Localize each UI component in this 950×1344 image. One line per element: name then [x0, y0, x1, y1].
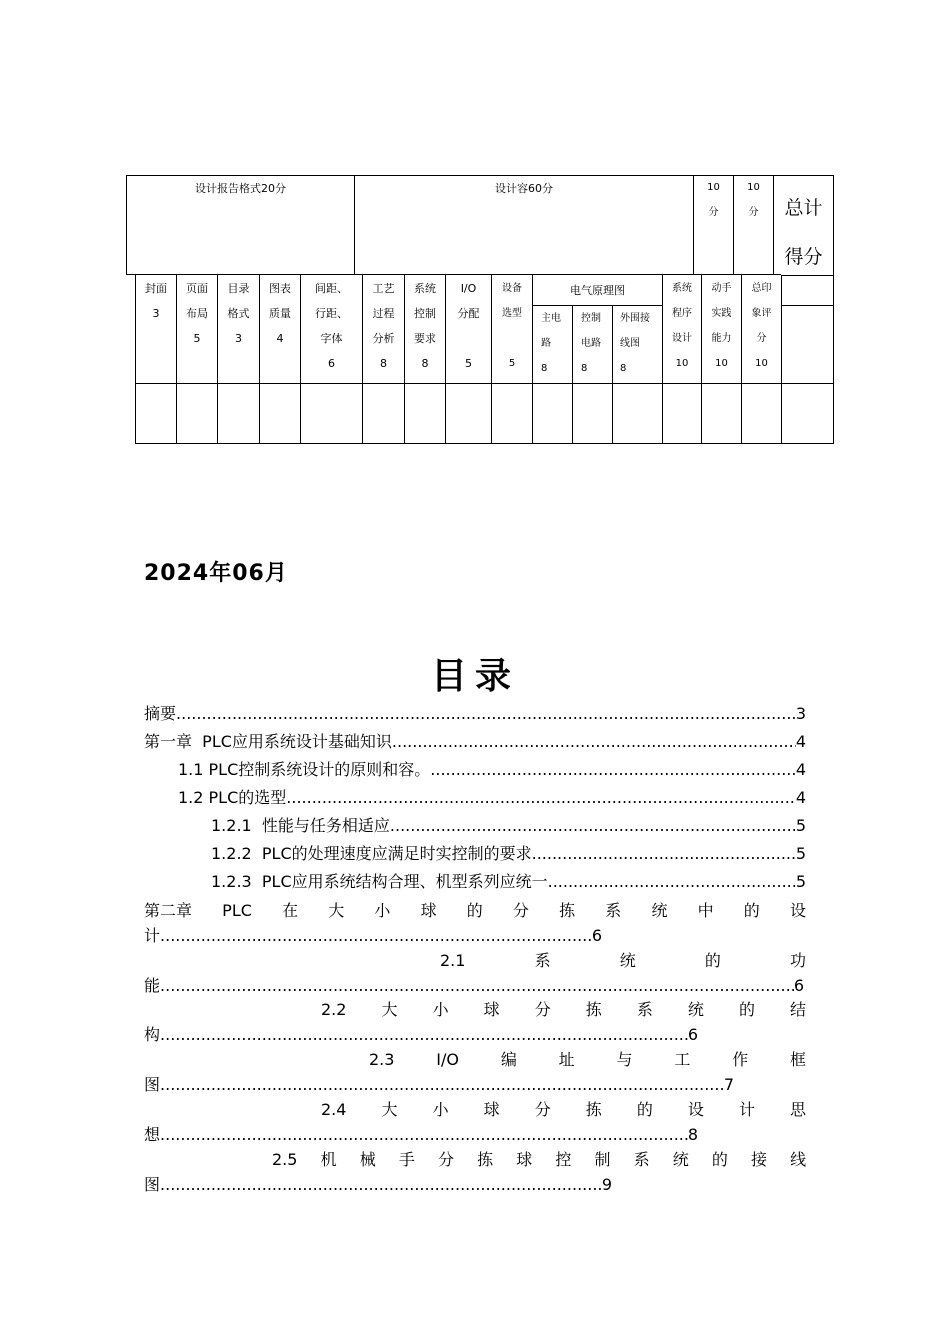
col-program-design: 系统 程序 设计 10	[672, 283, 692, 369]
col-practical-ability: 动手 实践 能力 10	[711, 283, 732, 369]
col-cover: 封面 3	[145, 282, 167, 320]
toc-entry[interactable]	[211, 842, 806, 866]
toc-entry-page: 6	[591, 926, 602, 945]
toc-entry-page: 5	[795, 844, 806, 863]
toc-title: 目录	[430, 656, 519, 697]
toc-entry-page: 5	[795, 816, 806, 835]
toc-entry-label: 1.2.3 PLC应用系统结构合理、机型系列应统一	[211, 872, 548, 891]
toc-entry-continuation: 图 ..... 7	[144, 1073, 734, 1097]
electrical-diagram-header: 电气原理图	[570, 284, 625, 297]
ten-points-b: 10 分	[747, 182, 760, 218]
toc-entry-label: 第一章 PLC应用系统设计基础知识	[144, 732, 392, 751]
toc-entry-page: 3	[795, 704, 806, 723]
toc-entry[interactable]	[144, 730, 806, 754]
col-main-circuit: 主电 路 8	[541, 313, 561, 374]
toc-entry[interactable]	[211, 870, 806, 894]
toc-entry-page: 8	[687, 1125, 698, 1144]
col-control-requirements: 系统 控制 要求 8	[414, 282, 436, 370]
toc-entry-words: 2.2 大 小 球 分 拣 系 统 的 结	[321, 1000, 807, 1019]
toc-entry-page: 6	[793, 976, 804, 995]
ten-points-a: 10 分	[707, 182, 720, 218]
col-toc-format: 目录 格式 3	[227, 282, 250, 345]
format-group-header: 设计报告格式20分	[195, 182, 286, 195]
col-process-analysis: 工艺 过程 分析 8	[372, 282, 395, 370]
toc-entry-label: 1.2.1 性能与任务相适应	[211, 816, 390, 835]
col-chart-quality: 图表 质量 4	[269, 282, 291, 345]
toc-entry-page: 4	[795, 760, 806, 779]
report-date: 2024年06月	[144, 561, 288, 586]
col-overall-impression: 总印 象评 分 10	[751, 283, 772, 369]
content-group-header: 设计容60分	[495, 182, 553, 195]
toc-entry-words: 第二章 PLC 在 大 小 球 的 分 拣 系 统 中 的 设	[144, 901, 806, 920]
toc-entry-words: 2.5 机 械 手 分 拣 球 控 制 系 统 的 接 线	[272, 1150, 807, 1169]
toc-entry-label: 1.1 PLC控制系统设计的原则和容。	[178, 760, 431, 779]
toc-entry-page: 5	[795, 872, 806, 891]
toc-entry-continuation: 想 ..... 8	[144, 1123, 698, 1147]
col-device-selection: 设备 选型 5	[502, 283, 522, 369]
toc-entry-continuation: 能 ..... 6	[144, 974, 804, 998]
toc-entry-page: 4	[795, 788, 806, 807]
toc-entry[interactable]	[178, 786, 806, 810]
col-io-allocation: I/O 分配 5	[457, 282, 480, 370]
toc-entry-page: 7	[723, 1075, 734, 1094]
toc-entry-page: 9	[601, 1175, 612, 1194]
toc-entry-continuation: 计 ..... 6	[144, 924, 602, 948]
toc-entry-continuation: 图 ..... 9	[144, 1173, 612, 1197]
toc-entry-continuation: 构 ..... 6	[144, 1023, 698, 1047]
toc-entry-label: 1.2 PLC的选型	[178, 788, 287, 807]
toc-entry[interactable]	[144, 702, 806, 726]
toc-entry[interactable]	[178, 758, 806, 782]
toc-entry-words: 2.3 I/O 编 址 与 工 作 框	[369, 1050, 807, 1069]
col-spacing-font: 间距、 行距、 字体 6	[315, 282, 348, 370]
total-score-header: 总计 得分	[784, 197, 823, 268]
toc-entry-words: 2.4 大 小 球 分 拣 的 设 计 思	[321, 1100, 807, 1119]
toc-entry-label: 摘要	[144, 704, 177, 723]
toc-entry-page: 4	[795, 732, 806, 751]
toc-entry-page: 6	[687, 1025, 698, 1044]
col-peripheral-wiring: 外围接 线图 8	[620, 313, 650, 374]
col-page-layout: 页面 布局 5	[186, 282, 208, 345]
toc-entry-label: 1.2.2 PLC的处理速度应满足时实控制的要求	[211, 844, 532, 863]
col-control-circuit: 控制 电路 8	[581, 313, 601, 374]
toc-entry-words: 2.1 系 统 的 功	[440, 951, 807, 970]
toc-entry[interactable]	[211, 814, 806, 838]
